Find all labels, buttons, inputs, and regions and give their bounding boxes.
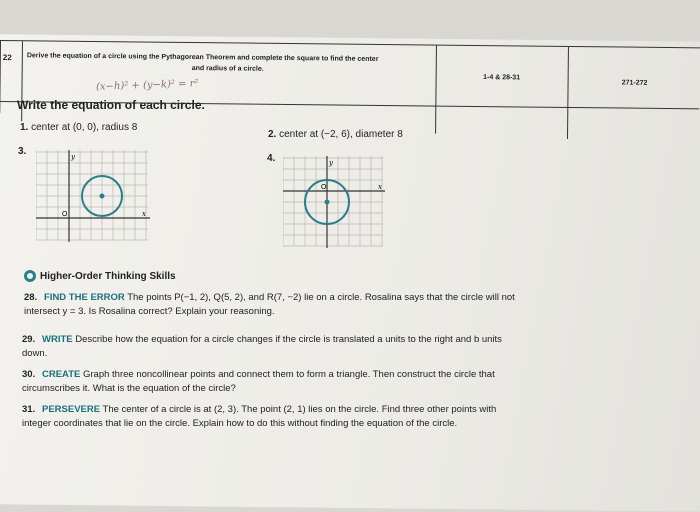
- problem-number: 31.: [22, 404, 36, 415]
- graph-exercise-3: [36, 150, 152, 242]
- hots-heading: [24, 270, 176, 282]
- problem-number: 30.: [22, 369, 36, 380]
- circle-center-point: [100, 194, 105, 199]
- lesson-number: 22: [0, 41, 23, 113]
- exercise-range: 1-4 & 28-31: [435, 46, 567, 135]
- problem-text: The points P(−1, 2), Q(5, 2), and R(7, −2) lie on a circle. Rosalina says that the circle will not intersect y = 3. Is Rosalina correct? Explain your reasoning.: [24, 292, 515, 317]
- section-title: Write the equation of each circle.: [17, 98, 205, 112]
- exercise-number: 2.: [268, 129, 277, 140]
- x-axis-label: x: [142, 210, 146, 218]
- exercise-number: 4.: [267, 153, 276, 164]
- exercise-1: [20, 122, 137, 133]
- problem-31: [22, 403, 522, 430]
- problem-28: [24, 291, 524, 318]
- hots-title: Higher-Order Thinking Skills: [40, 270, 176, 282]
- graph-exercise-4: [283, 156, 387, 248]
- exercise-text: center at (−2, 6), diameter 8: [279, 129, 403, 140]
- objective-line-1: Derive the equation of a circle using the Pythagorean Theorem and complete the square to find the center: [26, 52, 379, 63]
- exercise-number: 3.: [18, 146, 27, 157]
- problem-30: [22, 368, 522, 395]
- problem-number: 29.: [22, 334, 36, 345]
- exercise-4: [267, 153, 275, 164]
- origin-label: O: [321, 184, 327, 191]
- problem-29: [22, 333, 522, 360]
- objective-line-2: and radius of a circle.: [191, 64, 264, 73]
- problem-text: Describe how the equation for a circle changes if the circle is translated a units to the right and b units down.: [22, 334, 502, 359]
- origin-label: O: [62, 211, 68, 218]
- handwritten-formula: (x−h)² + (y−k)² = r²: [95, 78, 199, 93]
- page-range: 271-272: [567, 47, 700, 140]
- problem-text: Graph three noncollinear points and connect them to form a triangle. Then construct the circle that circumscribes it. What is the equation of the circle?: [22, 369, 495, 394]
- exercise-3: [18, 146, 26, 157]
- problem-number: 28.: [24, 292, 38, 303]
- exercise-text: center at (0, 0), radius 8: [31, 122, 138, 133]
- y-axis-label: y: [329, 159, 333, 167]
- lesson-objective: [21, 41, 441, 125]
- problem-tag: CREATE: [42, 369, 81, 380]
- problem-tag: PERSEVERE: [42, 404, 101, 415]
- circle-center-point: [325, 200, 330, 205]
- exercise-2: [268, 129, 403, 140]
- problem-text: The center of a circle is at (2, 3). The point (2, 1) lies on the circle. Find three other points with integer coordinates that lie on the circle. Explain how to do this without finding the equation of the circle.: [22, 404, 497, 429]
- problem-tag: FIND THE ERROR: [44, 292, 125, 303]
- problem-tag: WRITE: [42, 334, 73, 345]
- exercise-number: 1.: [20, 122, 29, 133]
- x-axis-label: x: [378, 183, 382, 191]
- hots-badge-icon: [24, 270, 36, 282]
- y-axis-label: y: [71, 153, 75, 161]
